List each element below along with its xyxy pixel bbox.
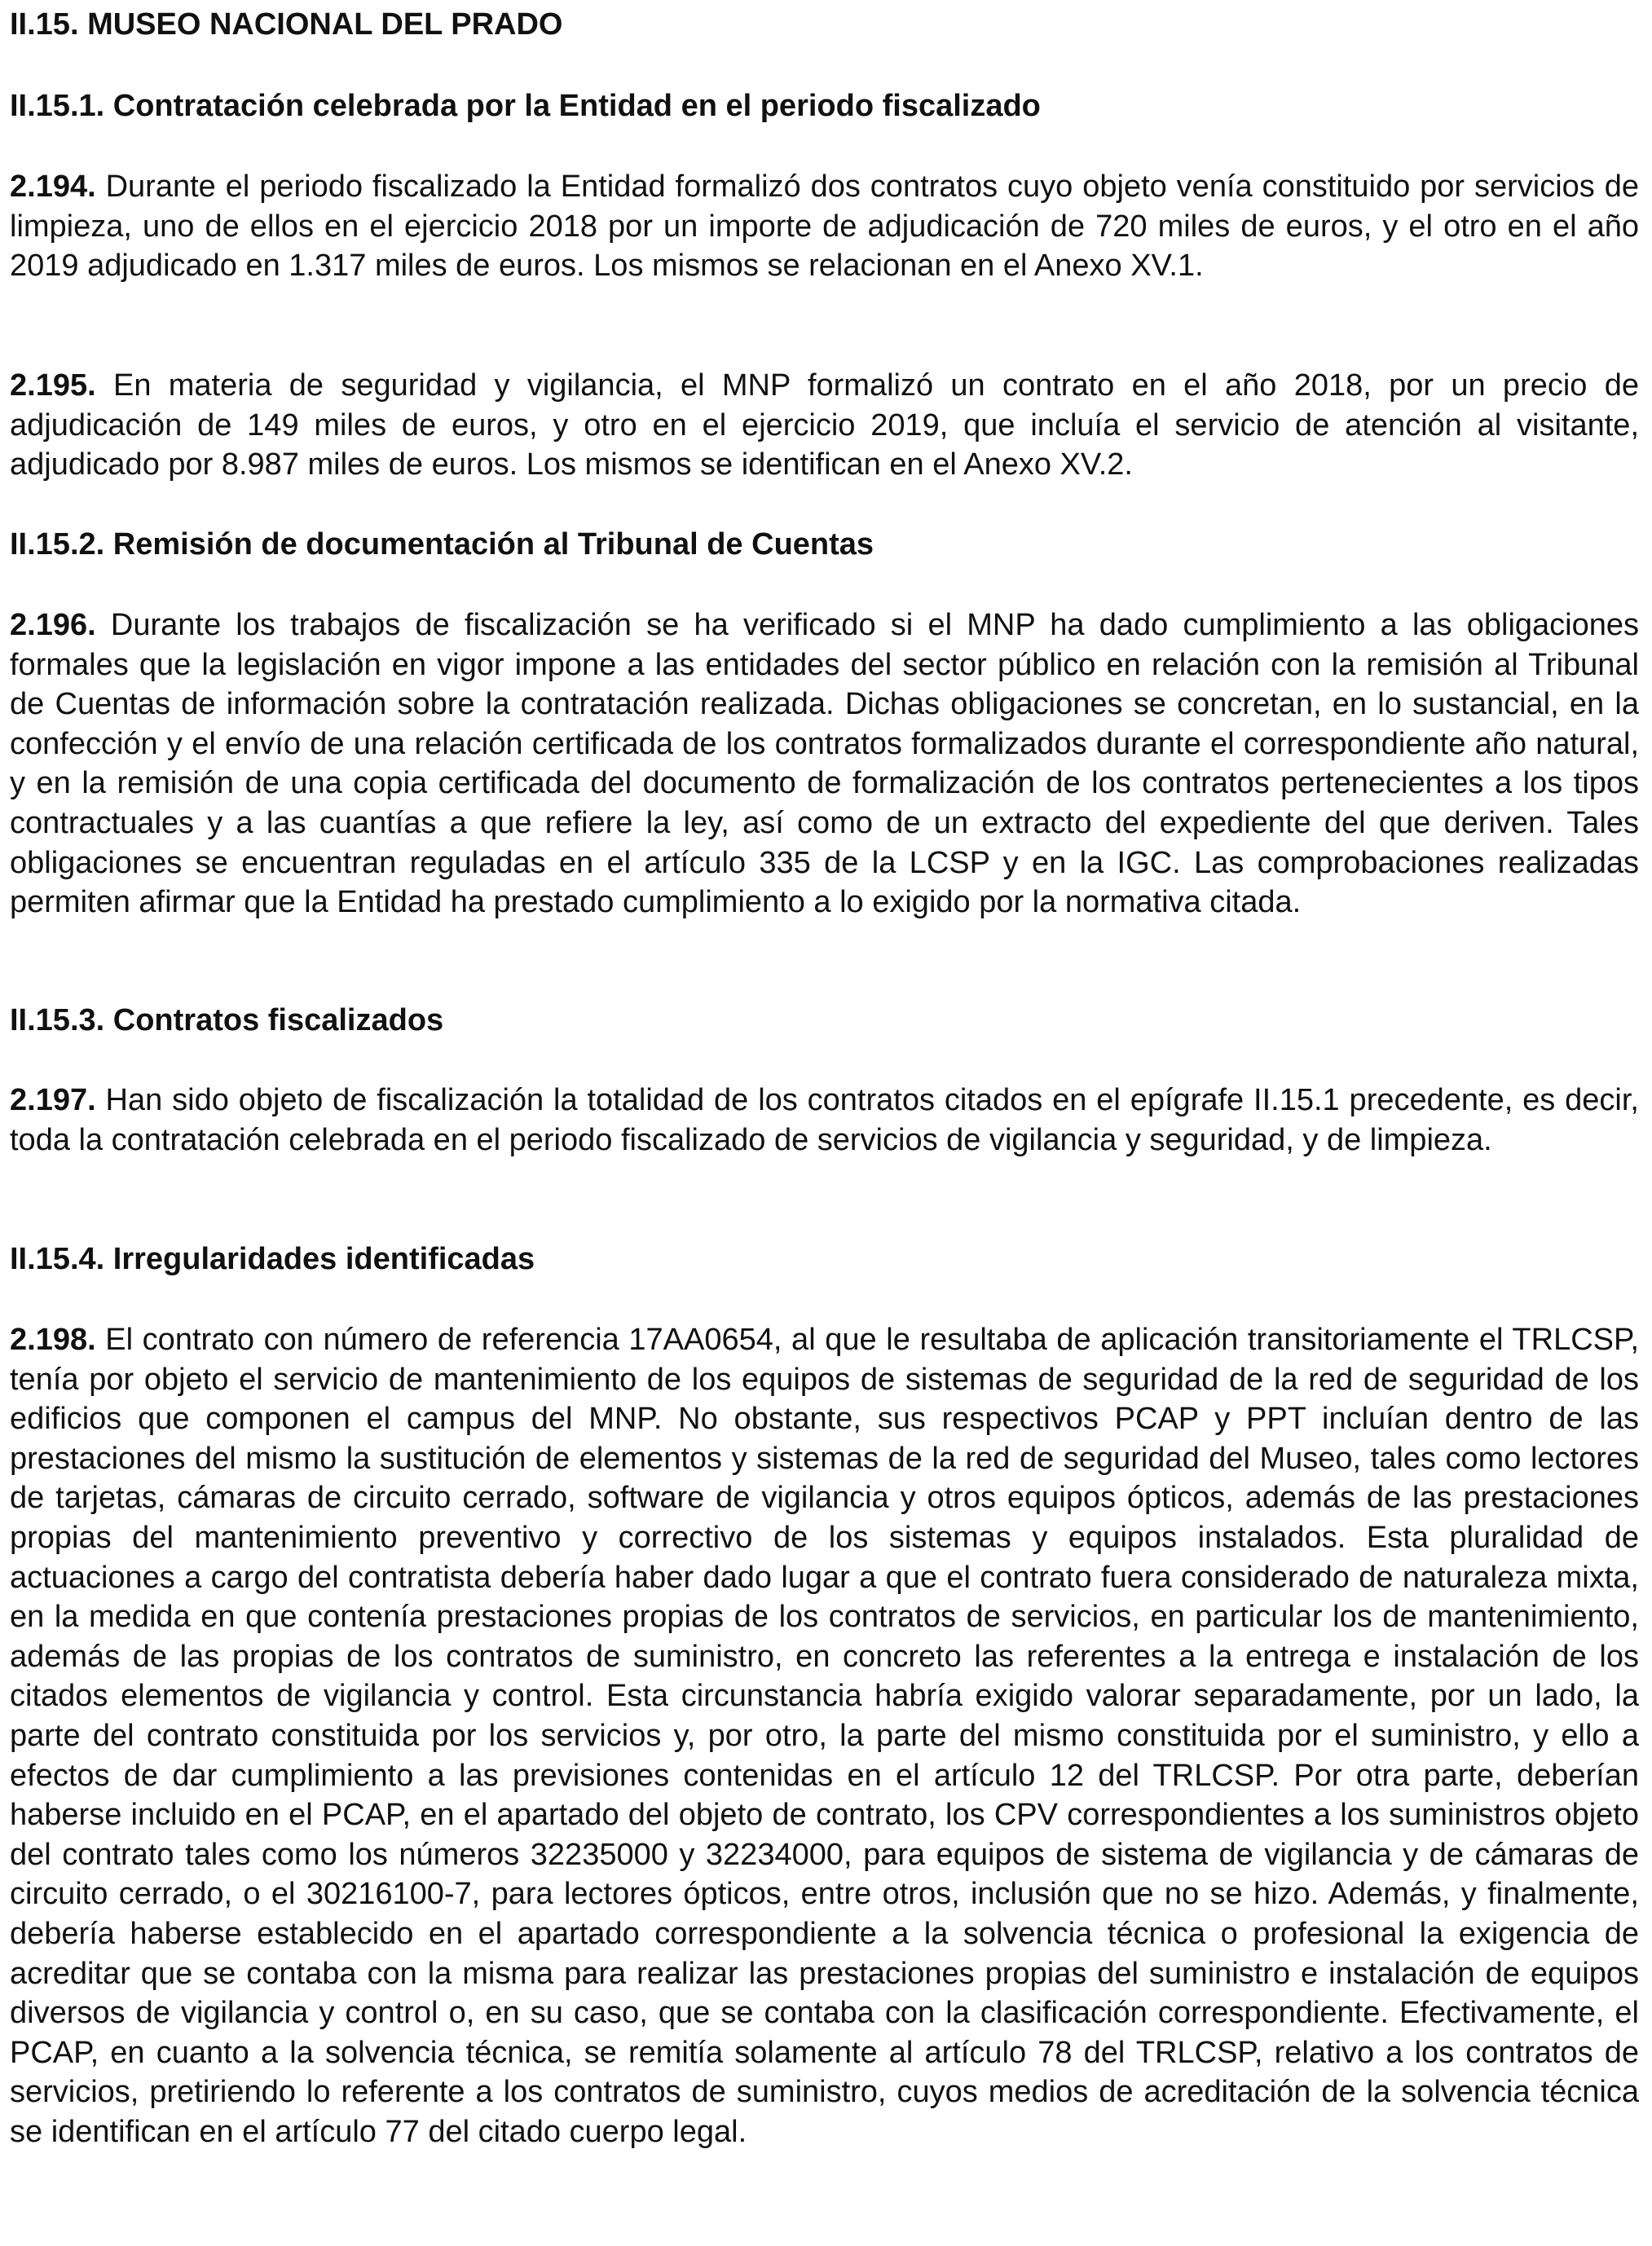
paragraph-2-197 bbox=[10, 1081, 1639, 1160]
section-title: MUSEO NACIONAL DEL PRADO bbox=[87, 7, 563, 42]
section-heading-ii-15-1 bbox=[10, 86, 1041, 126]
paragraph-number: 2.194. bbox=[10, 170, 96, 204]
paragraph-2-194 bbox=[10, 167, 1639, 286]
paragraph-text: Durante el periodo fiscalizado la Entidad formalizó dos contratos cuyo objeto venía constituido por servicios de limpieza, uno de ellos en el ejercicio 2018 por un importe de adjudicación de 720 miles de euros, y el otro en el año 2019 adjudicado en 1.317 miles de euros. Los mismos se relacionan en el Anexo XV.1. bbox=[10, 170, 1639, 284]
paragraph-2-196 bbox=[10, 606, 1639, 923]
section-heading-ii-15-2 bbox=[10, 525, 874, 564]
section-heading-ii-15-4 bbox=[10, 1240, 535, 1279]
section-number: II.15.4. bbox=[10, 1242, 105, 1276]
section-heading-ii-15 bbox=[10, 5, 562, 44]
paragraph-number: 2.196. bbox=[10, 608, 96, 642]
section-title: Contratación celebrada por la Entidad en el periodo fiscalizado bbox=[112, 89, 1041, 123]
paragraph-2-198 bbox=[10, 1320, 1639, 2151]
section-number: II.15.1. bbox=[10, 89, 105, 123]
section-title: Irregularidades identificadas bbox=[112, 1242, 535, 1276]
section-heading-ii-15-3 bbox=[10, 1001, 443, 1040]
paragraph-text: Han sido objeto de fiscalización la totalidad de los contratos citados en el epígrafe II.15.1 precedente, es decir, toda la contratación celebrada en el periodo fiscalizado de servicios de vigilancia y seguridad, y de limpieza. bbox=[10, 1083, 1639, 1157]
paragraph-text: En materia de seguridad y vigilancia, el MNP formalizó un contrato en el año 2018, por un precio de adjudicación de 149 miles de euros, y otro en el ejercicio 2019, que incluía el servicio de atención al visitante, adjudicado por 8.987 miles de euros. Los mismos se identifican en el Anexo XV.2. bbox=[10, 368, 1640, 482]
section-number: II.15.2. bbox=[10, 527, 105, 562]
paragraph-text: El contrato con número de referencia 17AA0654, al que le resultaba de aplicación transitoriamente el TRLCSP, tenía por objeto el servicio de mantenimiento de los equipos de sistemas de seguridad de la red de seguridad de los edificios que componen el campus del MNP. No obstante, sus respectivos PCAP y PPT incluían dentro de las prestaciones del mismo la sustitución de elementos y sistemas de la red de seguridad del Museo, tales como lectores de tarjetas, cámaras de circuito cerrado, software de vigilancia y otros equipos ópticos, además de las prestaciones propias del mantenimiento preventivo y correctivo de los sistemas y equipos instalados. Esta pluralidad de actuaciones a cargo del contratista debería haber dado lugar a que el contrato fuera considerado de naturaleza mixta, en la medida en que contenía prestaciones propias de los contratos de servicios, en particular los de mantenimiento, además de las propias de los contratos de suministro, en concreto las referentes a la entrega e instalación de los citados elementos de vigilancia y control. Esta circunstancia habría exigido valorar separadamente, por un lado, la parte del contrato constituida por los servicios y, por otro, la parte del mismo constituida por el suministro, y ello a efectos de dar cumplimiento a las previsiones contenidas en el artículo 12 del TRLCSP. Por otra parte, deberían haberse incluido en el PCAP, en el apartado del objeto de contrato, los CPV correspondientes a los suministros objeto del contrato tales como los números 32235000 y 32234000, para equipos de sistema de vigilancia y de cámaras de circuito cerrado, o el 30216100-7, para lectores ópticos, entre otros, inclusión que no se hizo. Además, y finalmente, debería haberse establecido en el apartado correspondiente a la solvencia técnica o profesional la exigencia de acreditar que se contaba con la misma para realizar las prestaciones propias del suministro e instalación de equipos diversos de vigilancia y control o, en su caso, que se contaba con la clasificación correspondiente. Efectivamente, el PCAP, en cuanto a la solvencia técnica, se remitía solamente al artículo 78 del TRLCSP, relativo a los contratos de servicios, pretiriendo lo referente a los contratos de suministro, cuyos medios de acreditación de la solvencia técnica se identifican en el artículo 77 del citado cuerpo legal. bbox=[10, 1323, 1640, 2149]
paragraph-number: 2.195. bbox=[10, 368, 96, 403]
section-title: Remisión de documentación al Tribunal de Cuentas bbox=[112, 527, 874, 562]
section-number: II.15.3. bbox=[10, 1003, 105, 1037]
paragraph-number: 2.198. bbox=[10, 1323, 96, 1357]
paragraph-2-195 bbox=[10, 366, 1639, 485]
paragraph-text: Durante los trabajos de fiscalización se ha verificado si el MNP ha dado cumplimiento a las obligaciones formales que la legislación en vigor impone a las entidades del sector público en relación con la remisión al Tribunal de Cuentas de información sobre la contratación realizada. Dichas obligaciones se concretan, en lo sustancial, en la confección y el envío de una relación certificada de los contratos formalizados durante el correspondiente año natural, y en la remisión de una copia certificada del documento de formalización de los contratos pertenecientes a los tipos contractuales y a las cuantías a que refiere la ley, así como de un extracto del expediente del que deriven. Tales obligaciones se encuentran reguladas en el artículo 335 de la LCSP y en la IGC. Las comprobaciones realizadas permiten afirmar que la Entidad ha prestado cumplimiento a lo exigido por la normativa citada. bbox=[10, 608, 1640, 920]
paragraph-number: 2.197. bbox=[10, 1083, 96, 1117]
section-title: Contratos fiscalizados bbox=[112, 1003, 444, 1037]
section-number: II.15. bbox=[10, 7, 79, 42]
